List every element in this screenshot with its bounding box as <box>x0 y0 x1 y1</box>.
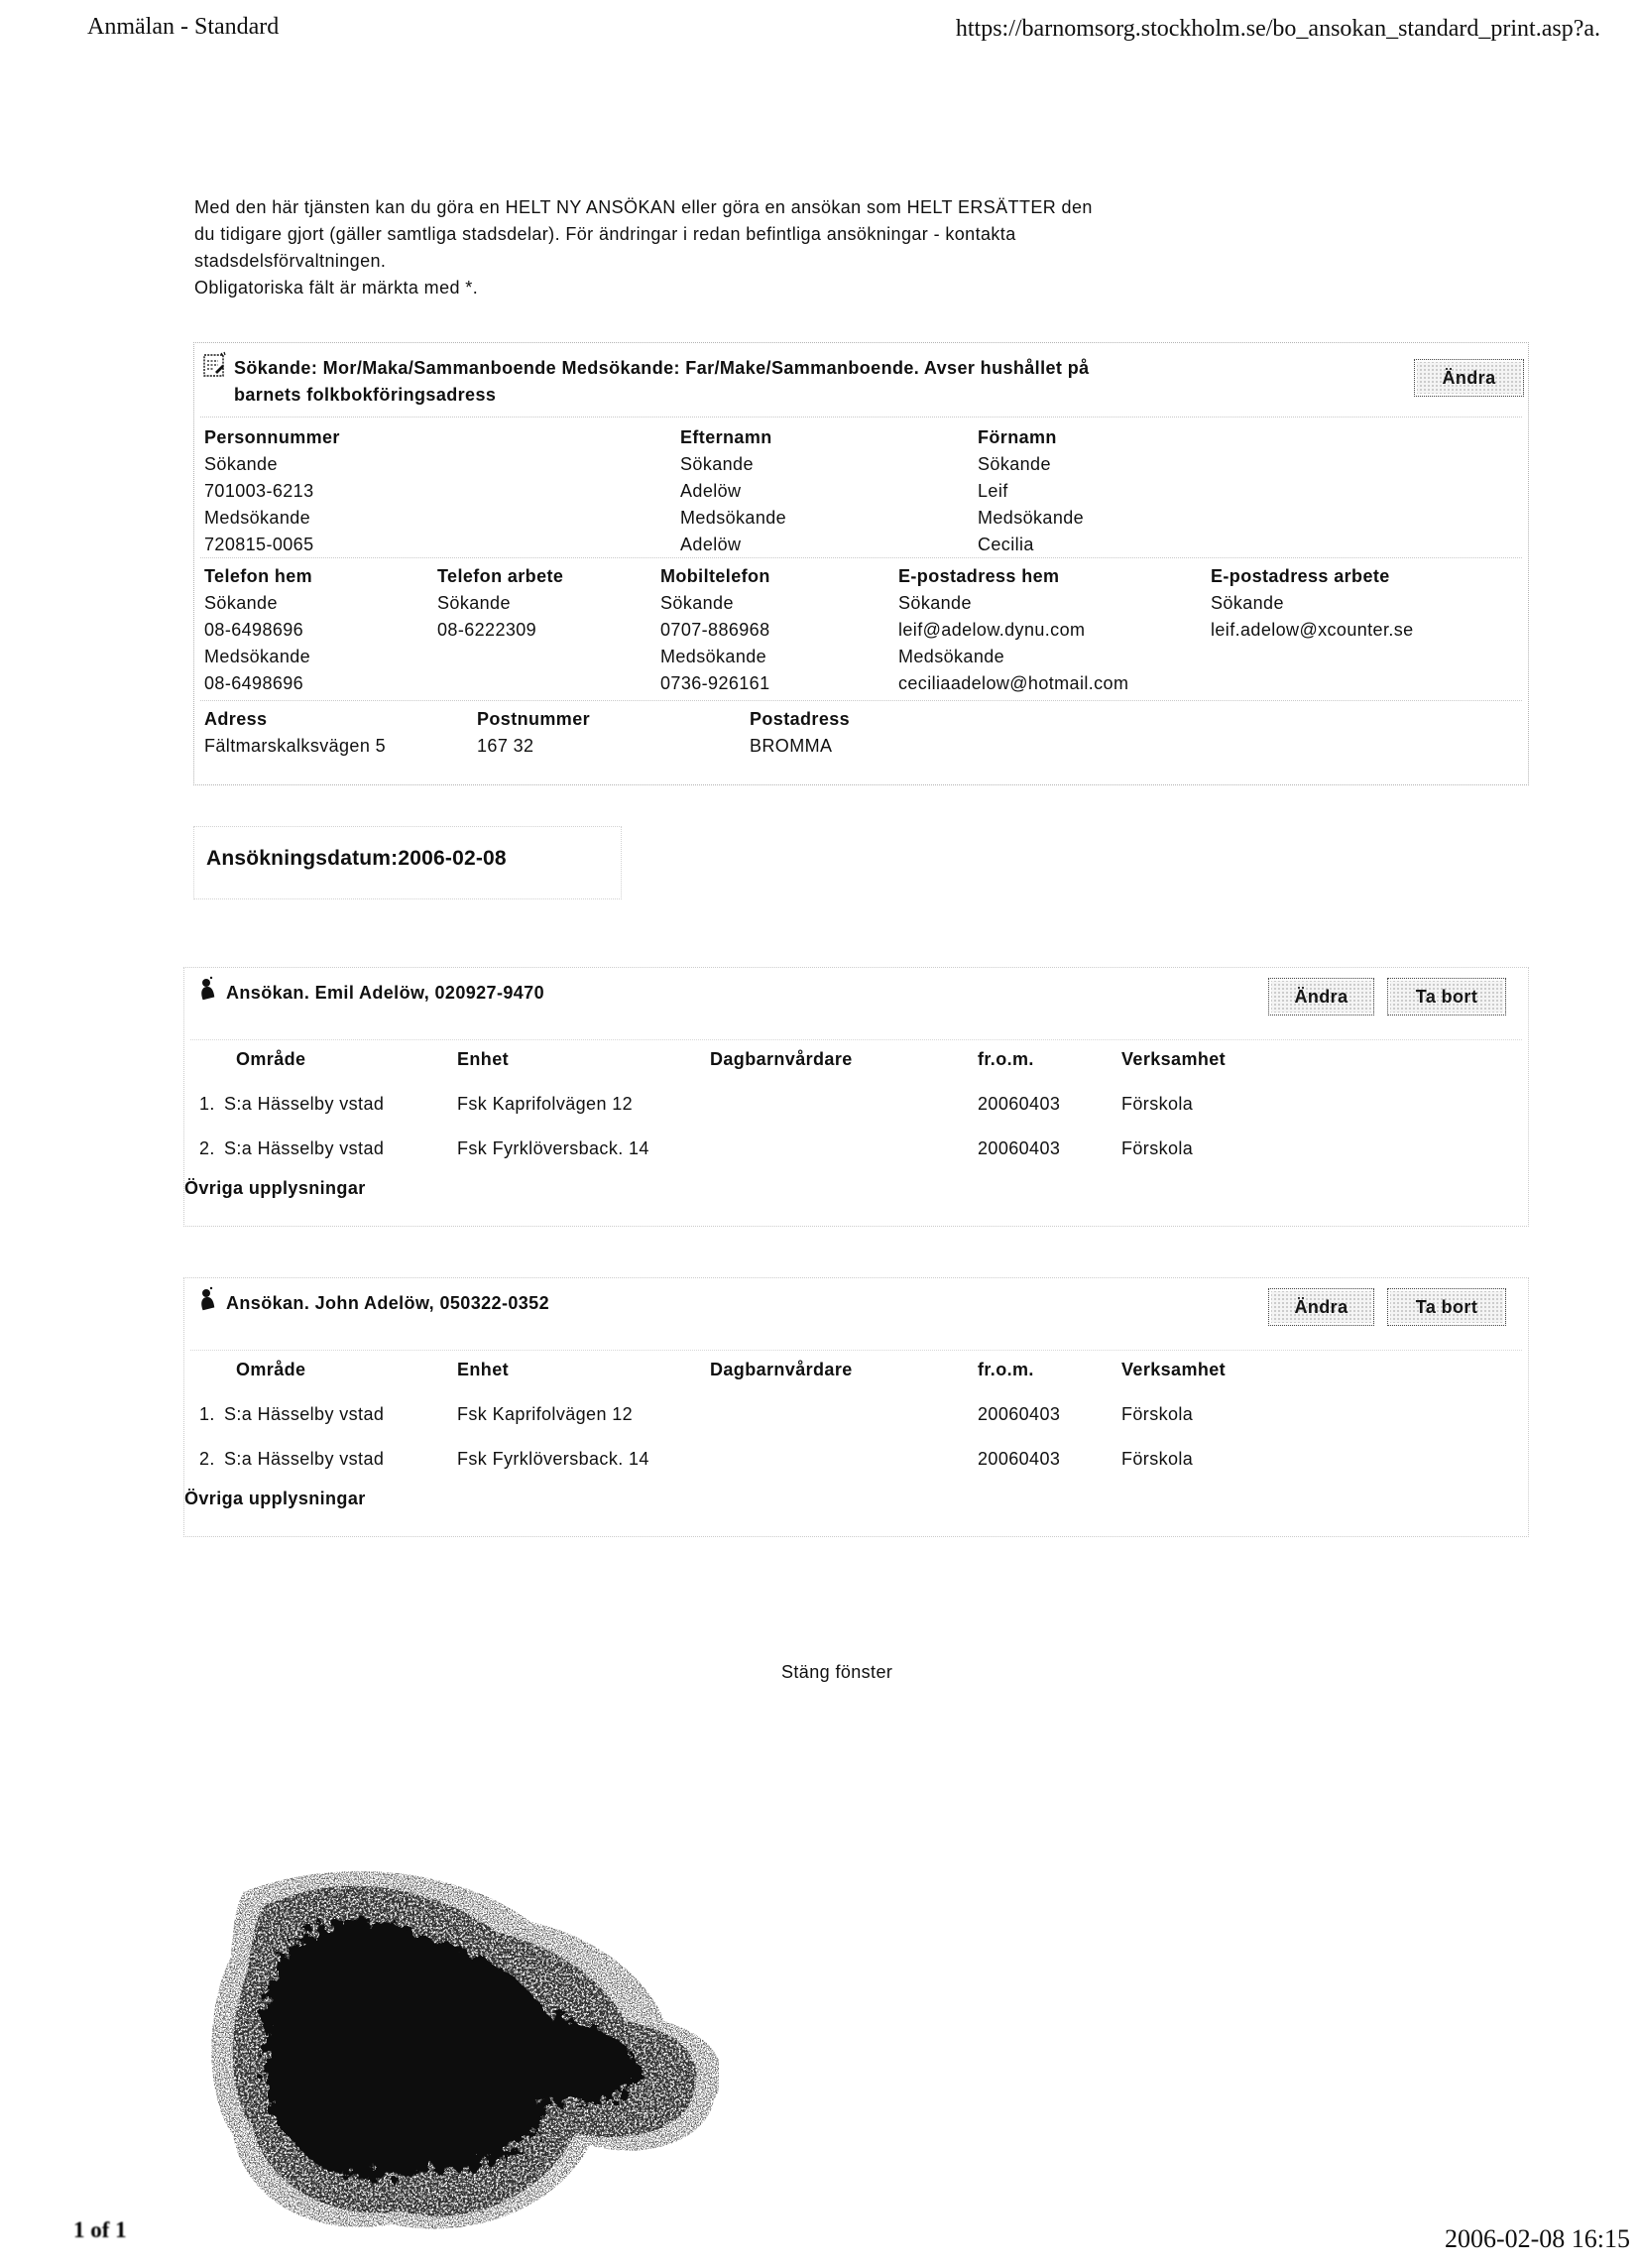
print-header-title: Anmälan - Standard <box>87 14 280 40</box>
divider <box>190 1039 1522 1040</box>
col-header-verksamhet: Verksamhet <box>1121 1360 1227 1379</box>
field-epost-arbete: E-postadress arbete Sökande leif.adelow@xcounter.se <box>1211 566 1414 640</box>
col-header-omrade: Område <box>236 1049 306 1069</box>
print-header-url: https://barnomsorg.stockholm.se/bo_ansokan_standard_print.asp?a. <box>955 16 1600 42</box>
divider <box>200 700 1522 701</box>
cell-from: 20060403 <box>978 1404 1061 1424</box>
col-header-enhet: Enhet <box>457 1049 510 1069</box>
col-header-omrade: Område <box>236 1360 306 1379</box>
cell-verksamhet: Förskola <box>1121 1404 1194 1424</box>
delete-application-button[interactable]: Ta bort <box>1387 1288 1506 1326</box>
edit-application-button[interactable]: Ändra <box>1268 1288 1374 1326</box>
application-date-box <box>193 826 622 899</box>
field-postnummer: Postnummer 167 32 <box>477 709 591 756</box>
field-telefon-arbete: Telefon arbete Sökande 08-6222309 <box>437 566 564 640</box>
cell-verksamhet: Förskola <box>1121 1094 1194 1114</box>
intro-line: Obligatoriska fält är märkta med *. <box>194 278 479 298</box>
person-icon <box>198 974 218 1007</box>
document-icon <box>202 351 228 384</box>
row-number: 1. <box>199 1404 215 1424</box>
intro-text <box>194 194 1093 301</box>
edit-application-button[interactable]: Ändra <box>1268 978 1374 1015</box>
field-mobiltelefon: Mobiltelefon Sökande 0707-886968 Medsökande 0736-926161 <box>660 566 770 693</box>
field-adress: Adress Fältmarskalksvägen 5 <box>204 709 387 756</box>
application-section-john <box>183 1277 1529 1537</box>
intro-line: Med den här tjänsten kan du göra en HELT NY ANSÖKAN eller göra en ansökan som HELT ERSÄTTER den <box>194 197 1093 217</box>
intro-line: stadsdelsförvaltningen. <box>194 251 387 271</box>
cell-enhet: Fsk Kaprifolvägen 12 <box>457 1404 634 1424</box>
application-section-emil <box>183 967 1529 1227</box>
field-postadress: Postadress BROMMA <box>750 709 851 756</box>
col-header-from: fr.o.m. <box>978 1360 1034 1379</box>
cell-from: 20060403 <box>978 1138 1061 1158</box>
cell-omrade: S:a Hässelby vstad <box>224 1094 385 1114</box>
person-icon <box>198 1284 218 1317</box>
col-header-enhet: Enhet <box>457 1360 510 1379</box>
edit-applicant-button[interactable]: Ändra <box>1414 359 1524 397</box>
field-telefon-hem: Telefon hem Sökande 08-6498696 Medsökande 08-6498696 <box>204 566 313 693</box>
divider <box>190 1350 1522 1351</box>
field-epost-hem: E-postadress hem Sökande leif@adelow.dynu.com Medsökande ceciliaadelow@hotmail.com <box>898 566 1129 693</box>
divider <box>200 557 1522 558</box>
other-information-label: Övriga upplysningar <box>184 1489 366 1508</box>
field-efternamn: Efternamn Sökande Adelöw Medsökande Adelöw <box>680 427 787 554</box>
cell-enhet: Fsk Kaprifolvägen 12 <box>457 1094 634 1114</box>
ink-blot <box>203 1852 719 2244</box>
cell-enhet: Fsk Fyrklöversback. 14 <box>457 1138 649 1158</box>
applicant-section-title: Sökande: Mor/Maka/Sammanboende Medsökande: Far/Make/Sammanboende. Avser hushållet på barnets folkbokföringsadress <box>234 358 1090 405</box>
field-personnummer: Personnummer Sökande 701003-6213 Medsökande 720815-0065 <box>204 427 340 554</box>
applicant-section <box>193 342 1529 785</box>
col-header-dagbarnvardare: Dagbarnvårdare <box>710 1049 853 1069</box>
other-information-label: Övriga upplysningar <box>184 1178 366 1198</box>
cell-from: 20060403 <box>978 1449 1061 1469</box>
field-fornamn: Förnamn Sökande Leif Medsökande Cecilia <box>978 427 1085 554</box>
col-header-verksamhet: Verksamhet <box>1121 1049 1227 1069</box>
cell-omrade: S:a Hässelby vstad <box>224 1404 385 1424</box>
page-number: 1 of 1 <box>73 2217 127 2242</box>
cell-from: 20060403 <box>978 1094 1061 1114</box>
application-date: Ansökningsdatum:2006-02-08 <box>206 847 507 870</box>
cell-omrade: S:a Hässelby vstad <box>224 1449 385 1469</box>
col-header-from: fr.o.m. <box>978 1049 1034 1069</box>
row-number: 2. <box>199 1138 215 1158</box>
intro-line: du tidigare gjort (gäller samtliga stadsdelar). För ändringar i redan befintliga ansökningar - kontakta <box>194 224 1016 244</box>
close-window-link[interactable]: Stäng fönster <box>781 1662 893 1682</box>
cell-omrade: S:a Hässelby vstad <box>224 1138 385 1158</box>
col-header-dagbarnvardare: Dagbarnvårdare <box>710 1360 853 1379</box>
print-timestamp: 2006-02-08 16:15 <box>1444 2224 1630 2253</box>
cell-verksamhet: Förskola <box>1121 1138 1194 1158</box>
divider <box>200 417 1522 418</box>
cell-verksamhet: Förskola <box>1121 1449 1194 1469</box>
row-number: 2. <box>199 1449 215 1469</box>
application-title: Ansökan. John Adelöw, 050322-0352 <box>226 1293 549 1313</box>
row-number: 1. <box>199 1094 215 1114</box>
application-title: Ansökan. Emil Adelöw, 020927-9470 <box>226 983 545 1003</box>
cell-enhet: Fsk Fyrklöversback. 14 <box>457 1449 649 1469</box>
delete-application-button[interactable]: Ta bort <box>1387 978 1506 1015</box>
